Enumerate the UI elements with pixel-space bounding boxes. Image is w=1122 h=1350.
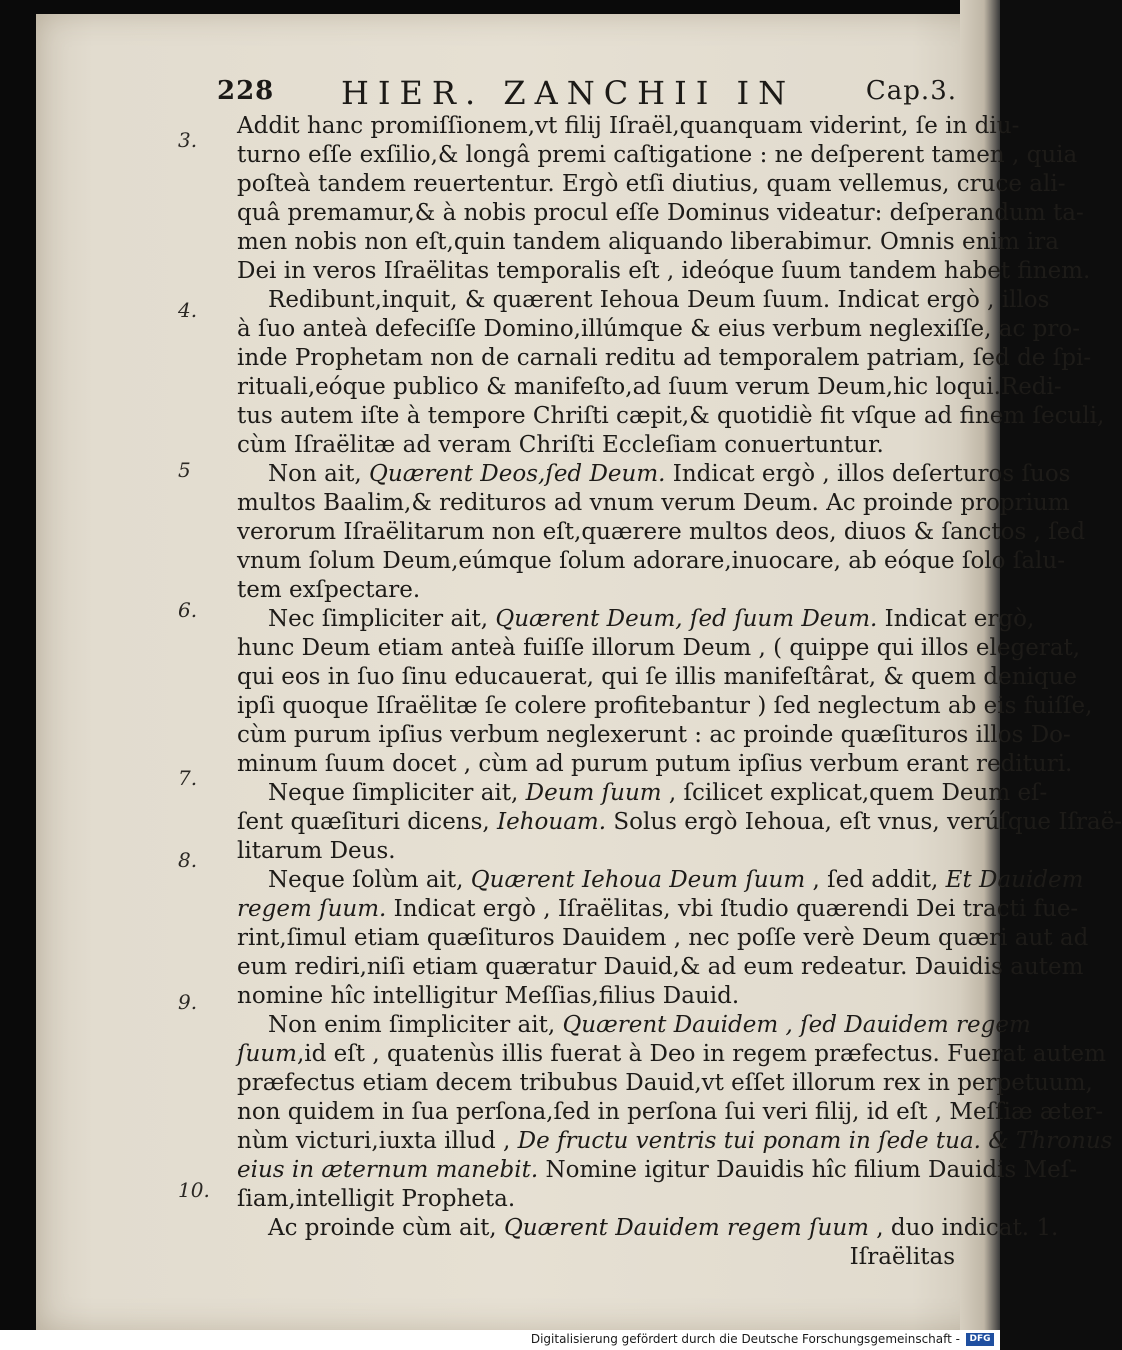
line-text: men nobis non eſt,quin tandem aliquando liberabimur. Omnis enim ira [237,229,1059,255]
text-line [268,866,1084,894]
margin-number: 10. [178,1178,210,1202]
text-line [237,924,1089,952]
line-text: qui eos in ſuo ſinu educauerat, qui ſe illis manifeſtârat, & quem denique [237,664,1078,690]
line-text: eum rediri,niſi etiam quæratur Dauid,& ad eum redeatur. Dauidis autem [237,954,1084,980]
line-text: præfectus etiam decem tribubus Dauid,vt eſſet illorum rex in perpetuum, [237,1070,1093,1096]
text-line [237,895,1079,923]
quotation-text: Quærent Deos,ſed Deum. [369,461,666,487]
text-line [268,605,1035,633]
funding-credit: Digitalisierung gefördert durch die Deutsche Forschungsgemeinschaft - [530,1332,960,1346]
line-text: Indicat ergò , Iſraëlitas, vbi ſtudio quærendi Dei tracti fue- [386,896,1079,922]
text-line [237,808,1122,836]
text-line [237,953,1084,981]
line-text: hunc Deum etiam anteà fuiſſe illorum Deum , ( quippe qui illos elegerat, [237,635,1081,661]
line-text: Ac proinde cùm ait, [268,1215,504,1241]
line-text: tus autem iſte à tempore Chriſti cæpit,& quotidiè fit vſque ad finem ſeculi, [237,403,1105,429]
text-line [237,431,955,459]
quotation-text: Iehouam. [497,809,607,835]
line-text: Indicat ergò , illos deſerturos ſuos [665,461,1071,487]
margin-number: 4. [178,298,198,322]
dfg-logo: DFG [966,1333,994,1346]
line-text: ,id eſt , quatenùs illis fuerat à Deo in regem præfectus. Fuerat autem [296,1041,1106,1067]
text-line [237,750,1073,778]
text-line [237,1156,1077,1184]
quotation-text: Quærent Iehoua Deum ſuum [470,867,806,893]
text-line [268,1214,1059,1242]
margin-number: 8. [178,848,198,872]
text-line [237,576,955,604]
line-text: ſent quæſituri dicens, [237,809,498,835]
quotation-text: Et Dauidem [945,867,1084,893]
text-line [237,982,955,1010]
text-line [237,315,1081,343]
line-text: litarum Deus. [237,838,396,864]
margin-number: 3. [178,128,198,152]
margin-number: 5 [178,458,191,482]
line-text: quâ premamur,& à nobis procul eſſe Dominus videatur: deſperandum ta- [237,200,1084,226]
text-line [237,663,1078,691]
line-text: nùm victuri,iuxta illud , [237,1128,518,1154]
line-text: tem exſpectare. [237,577,421,603]
line-text: non quidem in ſua perſona,ſed in perſona ſui veri filij, id eſt , Meſſiæ æter- [237,1099,1104,1125]
line-text: Solus ergò Iehoua, eſt vnus, verúſque Iſraë- [606,809,1122,835]
text-line [237,228,1059,256]
text-line [268,286,1050,314]
line-text: multos Baalim,& redituros ad vnum verum Deum. Ac proinde proprium [237,490,1070,516]
text-line [237,634,1081,662]
text-line [237,1127,1113,1155]
line-text: ſiam,intelligit Propheta. [237,1186,516,1212]
text-line [268,779,1048,807]
text-line [237,170,1066,198]
line-text: vnum ſolum Deum,eúmque ſolum adorare,inuocare, ab eóque ſolo ſalu- [237,548,1065,574]
line-text: cùm Iſraëlitæ ad veram Chriſti Eccleſiam conuertuntur. [237,432,884,458]
line-text: Neque ſolùm ait, [268,867,471,893]
text-line [237,1243,955,1271]
line-text: Dei in veros Iſraëlitas temporalis eſt , ideóque ſuum tandem habet finem. [237,258,1091,284]
text-line [237,837,955,865]
running-header [217,66,957,114]
quotation-text: De fructu ventris tui ponam in ſede tua. & Thronus [517,1128,1113,1154]
running-title: HIER. ZANCHII IN [341,74,796,112]
line-text: Redibunt,inquit, & quærent Iehoua Deum ſuum. Indicat ergò , illos [268,287,1050,313]
line-text: , ſcilicet explicat,quem Deum eſ- [661,780,1048,806]
text-line [237,344,1092,372]
text-line [268,460,1071,488]
margin-number: 6. [178,598,198,622]
line-text: , duo indicat. 1. [868,1215,1059,1241]
quotation-text: Quærent Deum, ſed ſuum Deum. [495,606,878,632]
line-text: rituali,eóque publico & manifeſto,ad ſuum verum Deum,hic loqui.Redi- [237,374,1062,400]
line-text: Addit hanc promiſſionem,vt filij Iſraël,quanquam viderint, ſe in diu- [237,113,1020,139]
line-text: poſteà tandem reuertentur. Ergò etſi diutius, quam vellemus, cruce ali- [237,171,1066,197]
quotation-text: Quærent Dauidem regem ſuum [503,1215,869,1241]
line-text: Nomine igitur Dauidis hîc filium Dauidis Meſ- [538,1157,1077,1183]
text-line [237,692,1093,720]
quotation-text: Deum ſuum [525,780,662,806]
line-text: inde Prophetam non de carnali reditu ad temporalem patriam, ſed de ſpi- [237,345,1092,371]
quotation-text: ſuum [237,1041,297,1067]
line-text: turno eſſe exſilio,& longâ premi caſtigatione : ne deſperent tamen , quia [237,142,1078,168]
line-text: Nec ſimpliciter ait, [268,606,496,632]
line-text: Non ait, [268,461,370,487]
line-text: Iſraëlitas [849,1244,955,1270]
text-line [268,1011,1031,1039]
line-text: ipſi quoque Iſraëlitæ ſe colere profitebantur ) ſed neglectum ab eis fuiſſe, [237,693,1093,719]
text-line [237,1185,955,1213]
text-line [237,1069,1093,1097]
text-line [237,141,1078,169]
text-line [237,199,1084,227]
quotation-text: eius in æternum manebit. [237,1157,539,1183]
text-line [237,489,1070,517]
text-line [237,1098,1104,1126]
line-text: cùm purum ipſius verbum neglexerunt : ac proinde quæſituros illos Do- [237,722,1071,748]
line-text: Indicat ergò, [877,606,1035,632]
text-line [237,373,1062,401]
line-text: à ſuo anteà defeciſſe Domino,illúmque & eius verbum neglexiſſe, ac pro- [237,316,1081,342]
text-line [237,402,1105,430]
text-line [237,547,1065,575]
margin-number: 7. [178,766,198,790]
line-text: minum ſuum docet , cùm ad purum putum ipſius verbum erant redituri. [237,751,1073,777]
text-line [237,721,1071,749]
text-line [237,112,1020,140]
text-line [237,1040,1106,1068]
page-number: 228 [217,76,275,106]
footer-bar [0,1330,1000,1350]
line-text: rint,ſimul etiam quæſituros Dauidem , nec poſſe verè Deum quæri aut ad [237,925,1089,951]
quotation-text: regem ſuum. [237,896,387,922]
quotation-text: Quærent Dauidem , ſed Dauidem regem [562,1012,1031,1038]
line-text: , ſed addit, [805,867,946,893]
line-text: Neque ſimpliciter ait, [268,780,526,806]
margin-number: 9. [178,990,198,1014]
text-line [237,518,1086,546]
chapter-label: Cap.3. [865,76,957,106]
line-text: nomine hîc intelligitur Meſſias,filius Dauid. [237,983,740,1009]
line-text: Non enim ſimpliciter ait, [268,1012,563,1038]
line-text: verorum Iſraëlitarum non eſt,quærere multos deos, diuos & ſanctos , ſed [237,519,1086,545]
text-line [237,257,1091,285]
